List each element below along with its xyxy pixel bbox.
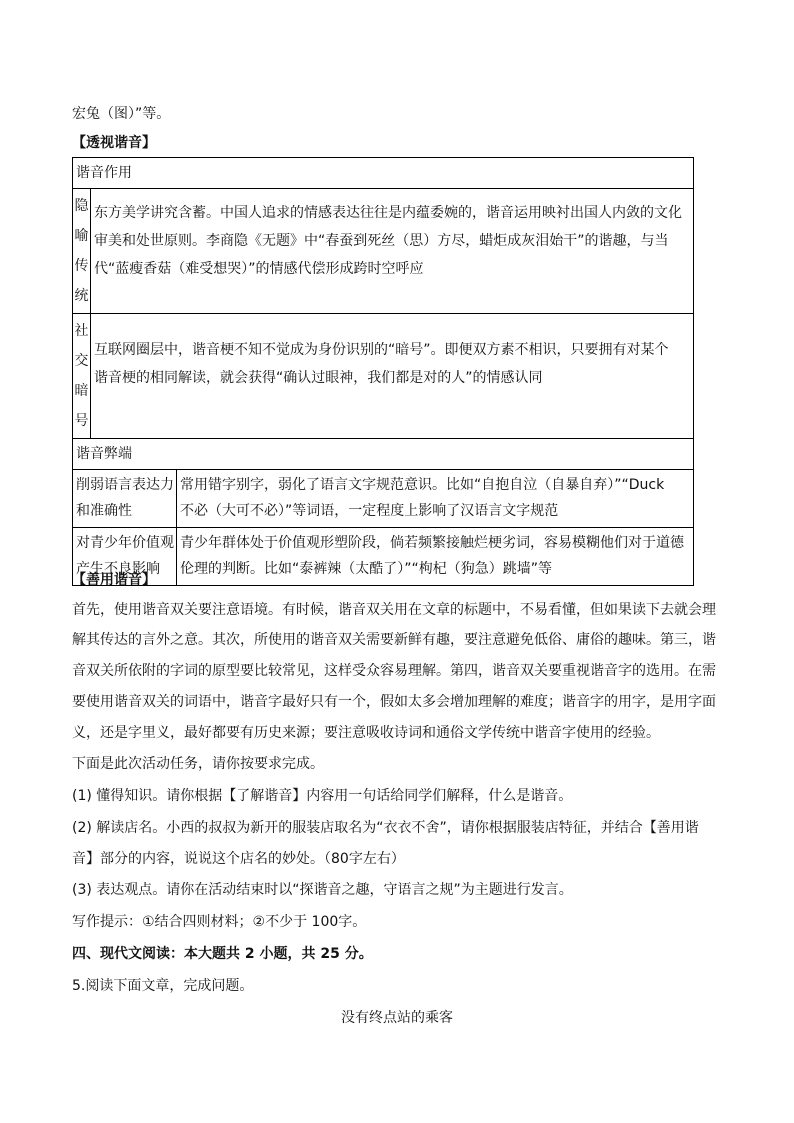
- task-2-line-1: (2) 解读店名。小西的叔叔为新开的服装店取名为“衣衣不舍”，请你根据服装店特征，并结合【善用谐: [72, 820, 699, 836]
- table-header-effect: 谐音作用: [73, 158, 694, 189]
- task-3: (3) 表达观点。请你在活动结束时以“探谐音之趣，守语言之规”为主题进行发言。: [72, 882, 573, 898]
- document-page: 宏兔（图）”等。 【透视谐音】 谐音作用 隐 喻 传 统 东方美学讲究含蓄。中国人追求的情感表达往往是内蕴委婉的，谐音运用映衬出国人内敛的文化 审美和处世原则。李商隐《无题》中“春蚕到死丝（思）方尽，蜡炬成灰泪始干”的谐趣，与当 代“蓝瘦香菇（难受想哭）”的情感代偿形成跨时空呼应 社 交 暗 号 互联网圈层中，谐音梗不知不觉成为身份识别的“暗号”。即便双方素不相识，只要拥有对某个 谐音梗的相同解读，就会获得“确认过眼神，我们都是对的人”的情感认同 谐音弊端 削弱语言表达力 和准确性 常用错字别字，弱化了语言文字规范意识。比如“自抱自泣（自暴自弃）”“Duck 不必（大可不必）”等词语，一定程度上影响了汉语言文字规范 对青少年价值观 产生不良影响 青少年群体处于价值观形塑阶段，倘若频繁接触烂梗劣词，容易模糊他们对于道德 伦理的判断。比如“泰裤辣（太酷了）”“枸杞（狗急）跳墙”等 【善用谐音】 首先，使用谐音双关要注意语境。有时候，谐音双关用在文章的标题中，不易看懂，但如果读下去就会理 解其传达的言外之意。其次，所使用的谐音双关需要新鲜有趣，要注意避免低俗、庸俗的趣味。第三，谐 音双关所依附的字词的原型要比较常见，这样受众容易理解。第四，谐音双关要重视谐音字的选用。在需 要使用谐音双关的词语中，谐音字最好只有一个，假如太多会增加理解的难度；谐音字的用字，是用字面 义，还是字里义，最好都要有历史来源；要注意吸收诗词和通俗文学传统中谐音字使用的经验。 下面是此次活动任务，请你按要求完成。 (1) 懂得知识。请你根据【了解谐音】内容用一句话给同学们解释，什么是谐音。 (2) 解读店名。小西的叔叔为新开的服装店取名为“衣衣不舍”，请你根据服装店特征，并结合【善用谐 音】部分的内容，说说这个店名的妙处。（80字左右） (3) 表达观点。请你在活动结束时以“探谐音之趣，守语言之规”为主题进行发言。 写作提示：①结合四则材料；②不少于 100字。 四、现代文阅读：本大题共 2 小题，共 25 分。 5.阅读下面文章，完成问题。 没有终点站的乘客: [0, 0, 794, 1123]
- row-content-shejiao: 互联网圈层中，谐音梗不知不觉成为身份识别的“暗号”。即便双方素不相识，只要拥有对某个 谐音梗的相同解读，就会获得“确认过眼神，我们都是对的人”的情感认同: [91, 314, 694, 439]
- article-title: 没有终点站的乘客: [341, 1010, 453, 1026]
- question-5: 5.阅读下面文章，完成问题。: [72, 978, 254, 994]
- section-heading-tousi: 【透视谐音】: [72, 135, 156, 151]
- table-header-harm: 谐音弊端: [73, 439, 694, 470]
- writing-tip: 写作提示：①结合四则材料；②不少于 100字。: [72, 914, 367, 930]
- harmonic-table: [72, 157, 694, 586]
- section-four-heading: 四、现代文阅读：本大题共 2 小题，共 25 分。: [72, 946, 373, 962]
- row-label-weaken: 削弱语言表达力 和准确性: [73, 470, 177, 528]
- row-content-yinyu: 东方美学讲究含蓄。中国人追求的情感表达往往是内蕴委婉的，谐音运用映衬出国人内敛的文化 审美和处世原则。李商隐《无题》中“春蚕到死丝（思）方尽，蜡炬成灰泪始干”的谐趣，与当 代“蓝瘦香菇（难受想哭）”的情感代偿形成跨时空呼应: [91, 189, 694, 314]
- task-2-line-2: 音】部分的内容，说说这个店名的妙处。（80字左右）: [72, 851, 405, 867]
- task-intro: 下面是此次活动任务，请你按要求完成。: [72, 756, 324, 772]
- row-label-youth: 对青少年价值观 产生不良影响: [73, 528, 177, 586]
- row-content-weaken: 常用错字别字，弱化了语言文字规范意识。比如“自抱自泣（自暴自弃）”“Duck 不必（大可不必）”等词语，一定程度上影响了汉语言文字规范: [177, 470, 694, 528]
- intro-line: 宏兔（图）”等。: [72, 106, 171, 122]
- row-content-youth: 青少年群体处于价值观形塑阶段，倘若频繁接触烂梗劣词，容易模糊他们对于道德 伦理的判断。比如“泰裤辣（太酷了）”“枸杞（狗急）跳墙”等: [177, 528, 694, 586]
- row-label-shejiao: 社 交 暗 号: [73, 314, 91, 439]
- section-heading-shanyong: 【善用谐音】: [72, 572, 156, 588]
- row-label-yinyu: 隐 喻 传 统: [73, 189, 91, 314]
- task-1: (1) 懂得知识。请你根据【了解谐音】内容用一句话给同学们解释，什么是谐音。: [72, 788, 573, 804]
